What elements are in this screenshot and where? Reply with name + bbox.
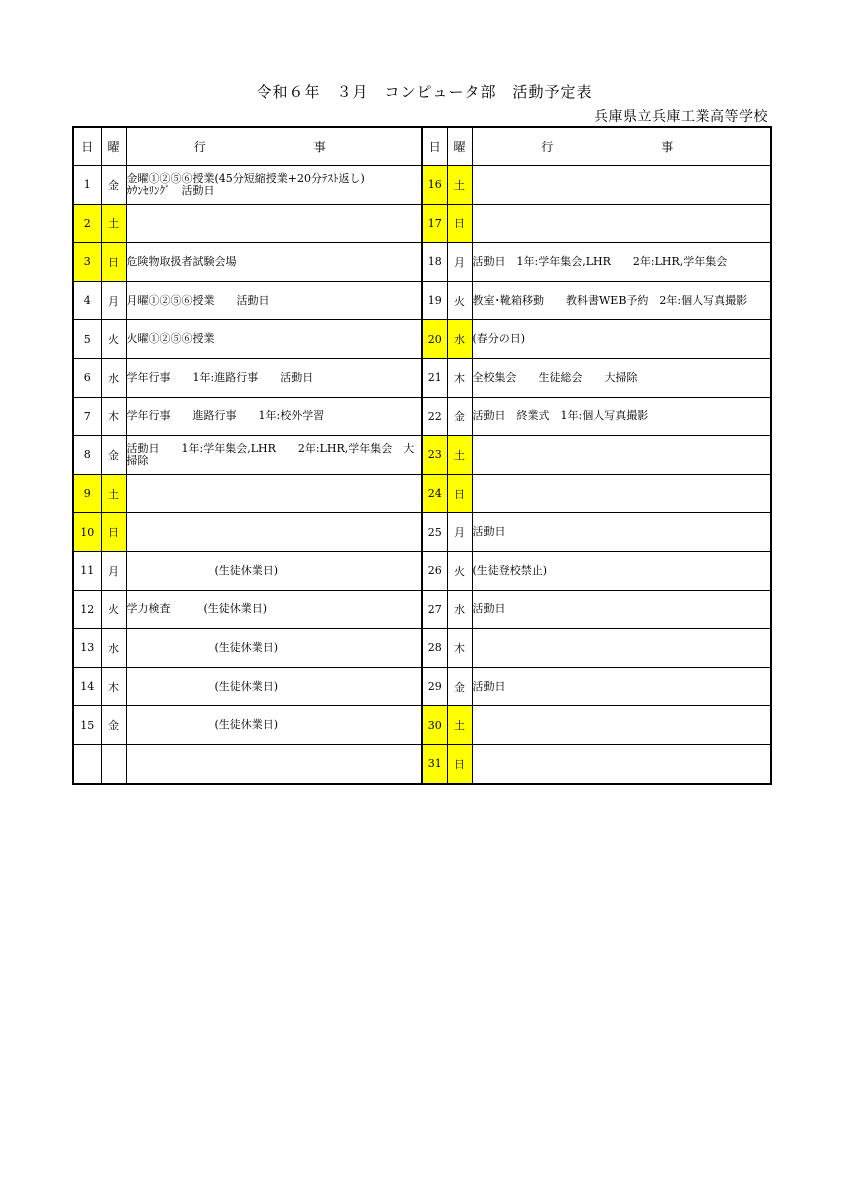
table-row (73, 474, 771, 513)
event-cell (472, 474, 771, 513)
event-cell: (生徒休業日) (126, 629, 422, 668)
weekday-cell: 金 (101, 166, 126, 205)
day-cell: 5 (73, 320, 101, 359)
event-cell (472, 166, 771, 205)
event-cell: 活動日 1年:学年集会,LHR 2年:LHR,学年集会 大掃除 (126, 436, 422, 475)
event-cell (472, 204, 771, 243)
day-cell: 31 (422, 744, 447, 783)
event-cell (126, 513, 422, 552)
event-cell (472, 744, 771, 783)
weekday-cell: 土 (101, 474, 126, 513)
day-cell: 16 (422, 166, 447, 205)
table-row (73, 204, 771, 243)
event-cell: (生徒休業日) (126, 667, 422, 706)
event-cell: 学年行事 進路行事 1年:校外学習 (126, 397, 422, 436)
weekday-cell: 月 (447, 513, 472, 552)
day-cell (73, 744, 101, 783)
table-row (73, 513, 771, 552)
event-cell: 金曜①②⑤⑥授業(45分短縮授業+20分ﾃｽﾄ返し) ｶｳﾝｾﾘﾝｸﾞ 活動日 (126, 166, 422, 205)
header-day: 日 (73, 127, 101, 166)
event-cell (472, 436, 771, 475)
day-cell: 25 (422, 513, 447, 552)
day-cell: 29 (422, 667, 447, 706)
day-cell: 27 (422, 590, 447, 629)
event-cell (126, 474, 422, 513)
day-cell: 22 (422, 397, 447, 436)
table-row (73, 397, 771, 436)
event-cell: 火曜①②⑤⑥授業 (126, 320, 422, 359)
day-cell: 23 (422, 436, 447, 475)
schedule-table (72, 126, 772, 785)
weekday-cell: 日 (447, 204, 472, 243)
header-day: 日 (422, 127, 447, 166)
day-cell: 20 (422, 320, 447, 359)
day-cell: 4 (73, 281, 101, 320)
event-cell: 危険物取扱者試験会場 (126, 243, 422, 282)
weekday-cell: 土 (447, 706, 472, 745)
day-cell: 12 (73, 590, 101, 629)
event-cell: 活動日 1年:学年集会,LHR 2年:LHR,学年集会 (472, 243, 771, 282)
event-cell: 活動日 (472, 513, 771, 552)
table-row (73, 706, 771, 745)
weekday-cell: 火 (447, 551, 472, 590)
day-cell: 19 (422, 281, 447, 320)
table-row (73, 358, 771, 397)
day-cell: 13 (73, 629, 101, 668)
weekday-cell: 土 (447, 436, 472, 475)
weekday-cell: 木 (447, 358, 472, 397)
day-cell: 2 (73, 204, 101, 243)
table-row (73, 551, 771, 590)
event-cell: 月曜①②⑤⑥授業 活動日 (126, 281, 422, 320)
weekday-cell: 金 (447, 397, 472, 436)
event-cell: 活動日 終業式 1年:個人写真撮影 (472, 397, 771, 436)
day-cell: 30 (422, 706, 447, 745)
event-cell: 学年行事 1年:進路行事 活動日 (126, 358, 422, 397)
day-cell: 18 (422, 243, 447, 282)
weekday-cell: 水 (101, 358, 126, 397)
event-cell: (生徒休業日) (126, 706, 422, 745)
table-row (73, 166, 771, 205)
event-cell: 活動日 (472, 590, 771, 629)
day-cell: 3 (73, 243, 101, 282)
table-row (73, 629, 771, 668)
event-cell: 全校集会 生徒総会 大掃除 (472, 358, 771, 397)
weekday-cell: 日 (447, 744, 472, 783)
weekday-cell: 木 (101, 667, 126, 706)
weekday-cell: 日 (101, 513, 126, 552)
event-cell (126, 204, 422, 243)
day-cell: 11 (73, 551, 101, 590)
header-event: 行 事 (472, 127, 771, 166)
weekday-cell: 木 (101, 397, 126, 436)
table-row (73, 590, 771, 629)
page-title: 令和６年 ３月 コンピュータ部 活動予定表 (256, 83, 593, 101)
day-cell: 1 (73, 166, 101, 205)
weekday-cell: 金 (101, 706, 126, 745)
header-weekday: 曜 (447, 127, 472, 166)
table-row (73, 436, 771, 475)
event-cell (472, 629, 771, 668)
event-cell: (春分の日) (472, 320, 771, 359)
weekday-cell: 金 (101, 436, 126, 475)
header-row (73, 127, 771, 166)
weekday-cell: 火 (101, 590, 126, 629)
weekday-cell: 木 (447, 629, 472, 668)
event-cell (472, 706, 771, 745)
event-cell: 学力検査 (生徒休業日) (126, 590, 422, 629)
day-cell: 8 (73, 436, 101, 475)
weekday-cell: 月 (101, 281, 126, 320)
weekday-cell: 水 (447, 320, 472, 359)
day-cell: 26 (422, 551, 447, 590)
weekday-cell: 火 (447, 281, 472, 320)
table-row (73, 667, 771, 706)
header-event: 行 事 (126, 127, 422, 166)
table-row (73, 243, 771, 282)
table-row (73, 281, 771, 320)
weekday-cell: 火 (101, 320, 126, 359)
day-cell: 14 (73, 667, 101, 706)
event-cell (126, 744, 422, 783)
weekday-cell: 月 (447, 243, 472, 282)
event-cell: (生徒登校禁止) (472, 551, 771, 590)
weekday-cell (101, 744, 126, 783)
table-row (73, 744, 771, 783)
day-cell: 10 (73, 513, 101, 552)
weekday-cell: 日 (447, 474, 472, 513)
event-cell: 活動日 (472, 667, 771, 706)
day-cell: 15 (73, 706, 101, 745)
day-cell: 17 (422, 204, 447, 243)
header-weekday: 曜 (101, 127, 126, 166)
day-cell: 21 (422, 358, 447, 397)
event-cell: 教室･靴箱移動 教科書WEB予約 2年:個人写真撮影 (472, 281, 771, 320)
weekday-cell: 金 (447, 667, 472, 706)
day-cell: 6 (73, 358, 101, 397)
weekday-cell: 土 (447, 166, 472, 205)
day-cell: 7 (73, 397, 101, 436)
day-cell: 9 (73, 474, 101, 513)
day-cell: 28 (422, 629, 447, 668)
weekday-cell: 月 (101, 551, 126, 590)
event-cell: (生徒休業日) (126, 551, 422, 590)
table-row (73, 320, 771, 359)
weekday-cell: 水 (447, 590, 472, 629)
weekday-cell: 水 (101, 629, 126, 668)
weekday-cell: 日 (101, 243, 126, 282)
weekday-cell: 土 (101, 204, 126, 243)
school-name: 兵庫県立兵庫工業高等学校 (594, 109, 768, 125)
day-cell: 24 (422, 474, 447, 513)
